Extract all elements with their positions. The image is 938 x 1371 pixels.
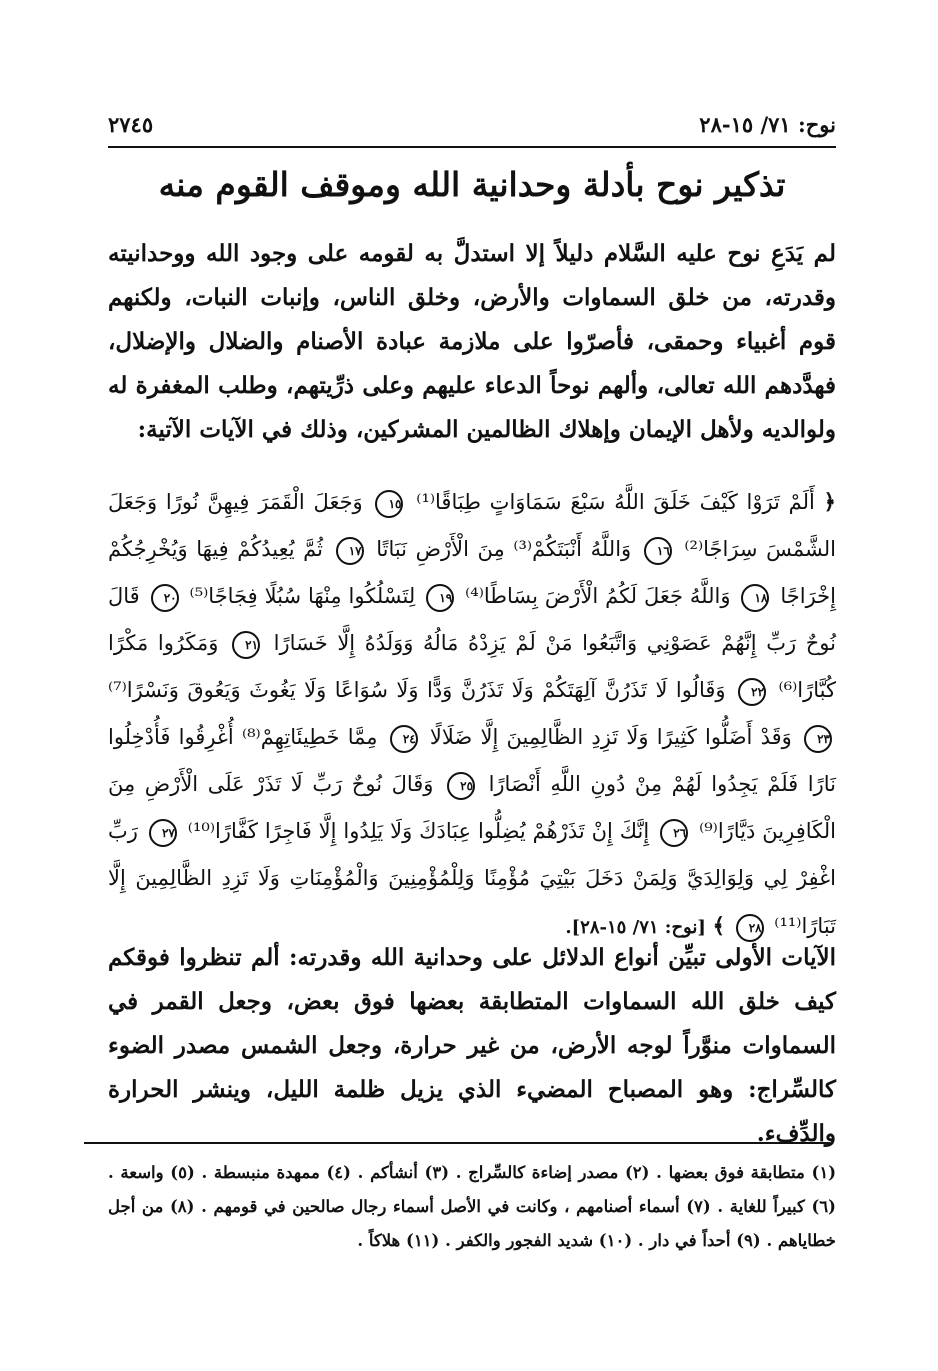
aya-number-marker: ٢١ — [232, 631, 260, 659]
verse-text: مِمَّا خَطِيئَاتِهِمْ⁽⁸⁾ أُغْرِقُوا فَأُدْخِلُوا نَارًا فَلَمْ يَجِدُوا لَهُمْ مِنْ دُونِ اللَّهِ أَنْصَارًا — [108, 725, 836, 796]
verse-citation: [نوح: ٧١/ ١٥-٢٨]. — [565, 917, 706, 938]
intro-paragraph: لم يَدَعِ نوح عليه السَّلام دليلاً إلا استدلَّ به لقومه على وجود الله ووحدانيته وقدرته، من خلق السماوات والأرض، وخلق الناس، وإنبات النبات، ولكنهم قوم أغبياء وحمقى، فأصرّوا على ملازمة عبادة الأصنام والضلال والإضلال، فهدَّدهم الله تعالى، وألهم نوحاً الدعاء عليهم وعلى ذرِّيتهم، وطلب المغفرة له ولوالديه ولأهل الإيمان وإهلاك الظالمين المشركين، وذلك في الآيات الآتية: — [108, 240, 837, 443]
aya-number-marker: ١٧ — [336, 537, 364, 565]
verse-text: قَالَ نُوحٌ رَبِّ إِنَّهُمْ عَصَوْنِي وَاتَّبَعُوا مَنْ لَمْ يَزِدْهُ مَالُهُ وَوَلَدُهُ إِلَّا خَسَارًا — [108, 584, 836, 655]
verse-text: رَبِّ اغْفِرْ لِي وَلِوَالِدَيَّ وَلِمَنْ دَخَلَ بَيْتِيَ مُؤْمِنًا وَلِلْمُؤْمِنِينَ وَالْمُؤْمِنَاتِ وَلَا تَزِدِ الظَّالِمِينَ إِلَّا تَبَارًا⁽¹¹⁾ — [108, 819, 836, 938]
verse-text: أَلَمْ تَرَوْا كَيْفَ خَلَقَ اللَّهُ سَبْعَ سَمَاوَاتٍ طِبَاقًا⁽¹⁾ — [416, 490, 815, 514]
aya-number-marker: ١٥ — [375, 490, 403, 518]
aya-number-marker: ٢٤ — [390, 725, 418, 753]
footnotes: (١) متطابقة فوق بعضها . (٢) مصدر إضاءة كالسِّراج . (٣) أنشأكم . (٤) ممهدة منبسطة . (٥) واسعة . (٦) كبيراً للغاية . (٧) أسماء أصنامهم ، وكانت في الأصل أسماء رجال صالحين في قومهم . (٨) من أجل خطاياهم . (٩) أحداً في دار . (١٠) شديد الفجور والكفر . (١١) هلاكاً . — [108, 1163, 836, 1250]
opening-brace: ﴿ — [823, 489, 836, 514]
verse-text: إِنَّكَ إِنْ تَذَرْهُمْ يُضِلُّوا عِبَادَكَ وَلَا يَلِدُوا إِلَّا فَاجِرًا كَفَّارًا⁽¹⁰⁾ — [187, 819, 650, 843]
verse-text: وَقَالُوا لَا تَذَرُنَّ آلِهَتَكُمْ وَلَا تَذَرُنَّ وَدًّا وَلَا سُوَاعًا وَلَا يَغُوثَ وَيَعُوقَ وَنَسْرًا⁽⁷⁾ — [108, 678, 726, 702]
quran-verses-block — [108, 478, 836, 951]
verse-text: وَقَالَ نُوحٌ رَبِّ لَا تَذَرْ عَلَى الْأَرْضِ مِنَ الْكَافِرِينَ دَيَّارًا⁽⁹⁾ — [108, 772, 836, 843]
verse-text: وَمَكَرُوا مَكْرًا كُبَّارًا⁽⁶⁾ — [108, 631, 836, 702]
aya-number-marker: ١٦ — [644, 537, 672, 565]
aya-number-marker: ٢٧ — [149, 819, 177, 847]
closing-brace: ﴾ — [712, 913, 725, 938]
verse-text: وَقَدْ أَضَلُّوا كَثِيرًا وَلَا تَزِدِ الظَّالِمِينَ إِلَّا ضَلَالًا — [429, 725, 792, 749]
chapter-reference: نوح: ٧١/ ١٥-٢٨ — [699, 112, 836, 137]
verse-text: ثُمَّ يُعِيدُكُمْ فِيهَا وَيُخْرِجُكُمْ إِخْرَاجًا — [108, 537, 836, 608]
page-number: ٢٧٤٥ — [108, 112, 154, 137]
aya-number-marker: ١٨ — [741, 584, 769, 612]
aya-number-marker: ٢٠ — [151, 584, 179, 612]
footnote-divider — [84, 1142, 830, 1144]
verse-text: لِتَسْلُكُوا مِنْهَا سُبُلًا فِجَاجًا⁽⁵⁾ — [189, 584, 416, 608]
aya-number-marker: ٢٨ — [736, 914, 764, 942]
verse-text: وَجَعَلَ الْقَمَرَ فِيهِنَّ نُورًا وَجَعَلَ الشَّمْسَ سِرَاجًا⁽²⁾ — [108, 490, 836, 561]
verse-text: وَاللَّهُ أَنْبَتَكُمْ⁽³⁾ مِنَ الْأَرْضِ نَبَاتًا — [376, 537, 632, 561]
aya-number-marker: ٢٦ — [660, 819, 688, 847]
verse-text: وَاللَّهُ جَعَلَ لَكُمُ الْأَرْضَ بِسَاطًا⁽⁴⁾ — [465, 584, 731, 608]
section-title: تذكير نوح بأدلة وحدانية الله وموقف القوم منه — [158, 165, 786, 204]
running-header — [108, 112, 836, 148]
aya-number-marker: ١٩ — [426, 584, 454, 612]
aya-number-marker: ٢٥ — [447, 772, 475, 800]
aya-number-marker: ٢٢ — [738, 678, 766, 706]
aya-number-marker: ٢٣ — [804, 725, 832, 753]
explanation-paragraph: الآيات الأولى تبيِّن أنواع الدلائل على وحدانية الله وقدرته: ألم تنظروا فوقكم كيف خلق الله السماوات المتطابقة بعضها فوق بعض، وجعل القمر في السماوات منوَّراً لوجه الأرض، من غير حرارة، وجعل الشمس مصدر الضوء كالسِّراج: وهو المصباح المضيء الذي يزيل ظلمة الليل، وينشر الحرارة والدِّفء. — [108, 944, 836, 1147]
